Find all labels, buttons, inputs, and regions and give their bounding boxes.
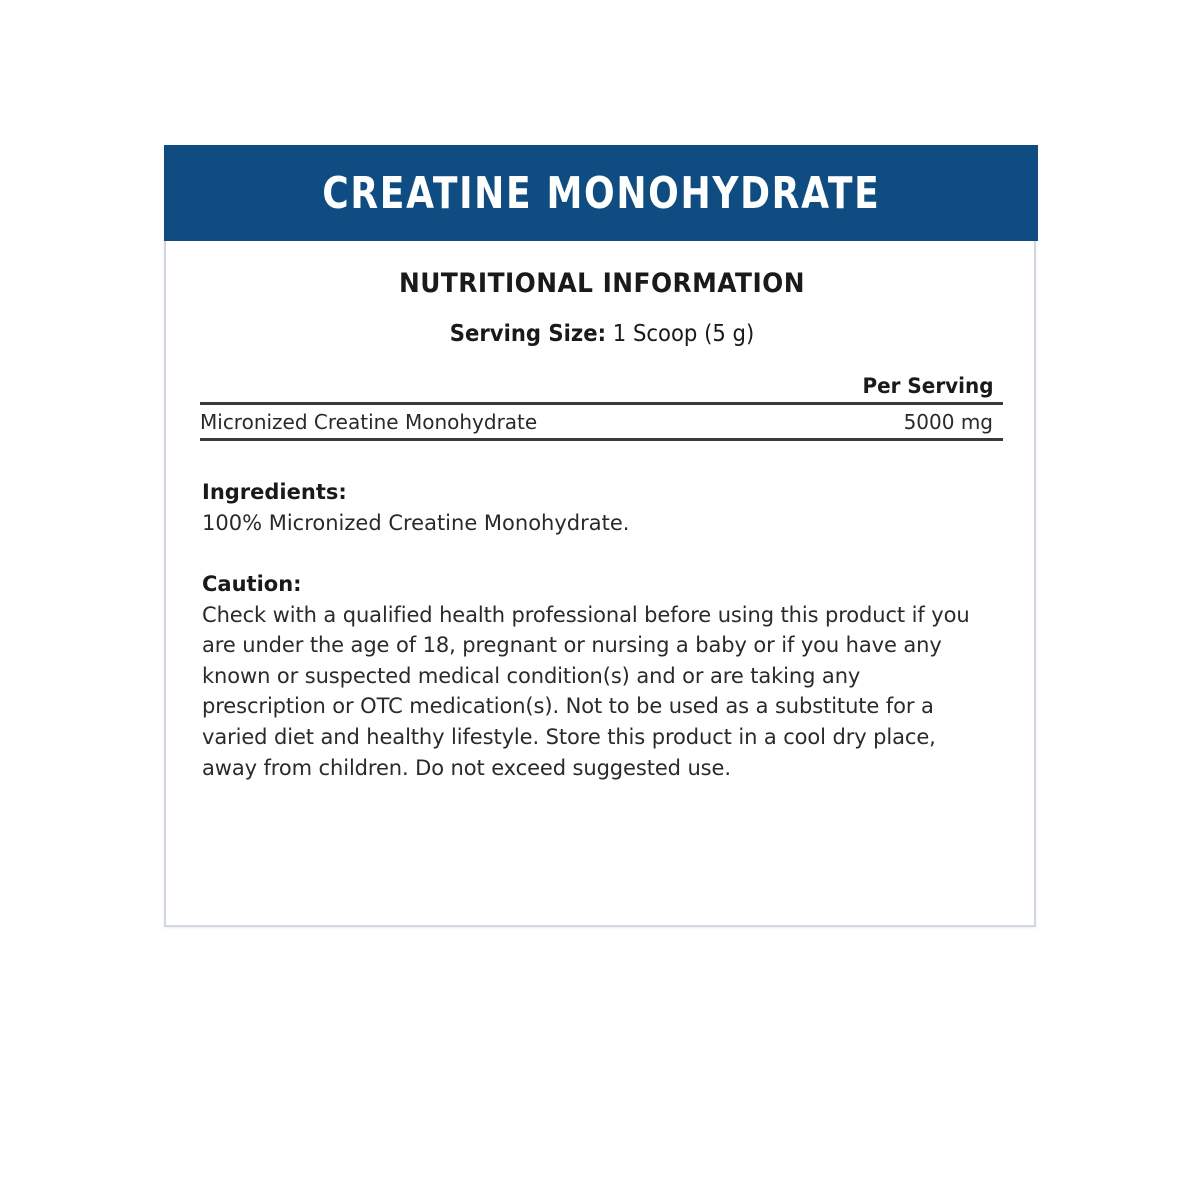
caution-line: are under the age of 18, pregnant or nursing a baby or if you have any bbox=[202, 633, 942, 658]
nutrition-label-panel bbox=[164, 145, 1036, 927]
caution-line: prescription or OTC medication(s). Not to be used as a substitute for a bbox=[202, 694, 934, 719]
serving-size-line bbox=[201, 321, 1003, 347]
caution-line: away from children. Do not exceed suggested use. bbox=[202, 755, 731, 780]
table-row bbox=[200, 405, 1003, 438]
caution-line: known or suspected medical condition(s) and or are taking any bbox=[202, 663, 861, 688]
nutrient-name: Micronized Creatine Monohydrate bbox=[200, 409, 538, 434]
caution-text bbox=[202, 600, 1002, 784]
serving-size-value: 1 Scoop (5 g) bbox=[612, 321, 755, 347]
serving-size-label: Serving Size: bbox=[449, 321, 607, 347]
table-bottom-rule bbox=[200, 438, 1003, 441]
per-serving-column-header: Per Serving bbox=[862, 374, 994, 398]
caution-heading: Caution: bbox=[202, 572, 302, 596]
nutritional-information-heading: NUTRITIONAL INFORMATION bbox=[398, 268, 806, 299]
ingredients-text: 100% Micronized Creatine Monohydrate. bbox=[202, 510, 630, 535]
caution-line: Check with a qualified health professional before using this product if you bbox=[202, 602, 970, 627]
caution-line: varied diet and healthy lifestyle. Store this product in a cool dry place, bbox=[202, 724, 936, 749]
nutrient-table bbox=[200, 370, 1003, 441]
ingredients-heading: Ingredients: bbox=[202, 480, 347, 504]
title-band bbox=[164, 145, 1038, 241]
ingredients-section bbox=[202, 477, 1002, 538]
caution-section bbox=[202, 569, 1002, 783]
nutrient-amount: 5000 mg bbox=[903, 409, 993, 434]
product-title: CREATINE MONOHYDRATE bbox=[321, 167, 881, 219]
